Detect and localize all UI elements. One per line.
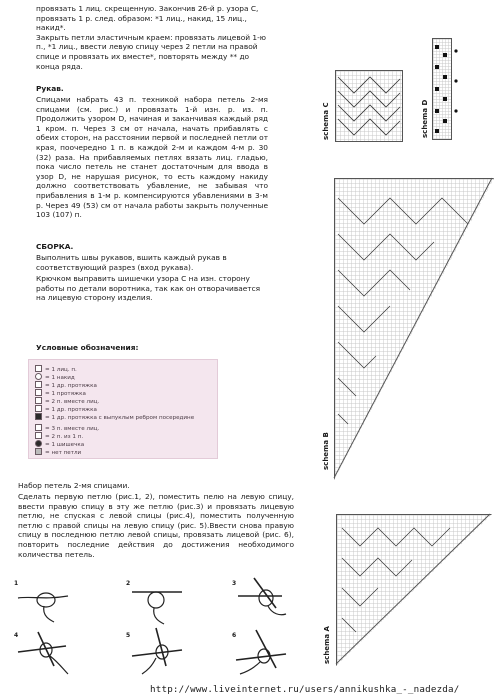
- schema-b-label: schema B: [322, 432, 330, 470]
- symbol-icon: [35, 381, 42, 388]
- figure-6: 6: [232, 626, 292, 686]
- legend-item: = 2 п. из 1 п.: [35, 432, 83, 441]
- cast-on-heading: Набор петель 2-мя спицами.: [18, 481, 130, 490]
- symbol-icon: [35, 424, 42, 431]
- figure-2: 2: [126, 574, 186, 634]
- schema-a-chart: [336, 514, 492, 666]
- symbol-icon: [35, 397, 42, 404]
- legend-item: = 1 др. протяжка: [35, 381, 97, 390]
- legend-title: Условные обозначения:: [36, 343, 139, 352]
- assembly-text-1: Выполнить швы рукавов, вшить каждый рукав в соответствующий разрез (вход рукава).: [36, 253, 227, 272]
- figure-5: 5: [126, 626, 186, 686]
- knitting-needle-icon: [232, 574, 292, 624]
- schema-d-label: schema D: [421, 99, 429, 138]
- knitting-needle-icon: [14, 626, 74, 676]
- intro-paragraph: провязать 1 лиц. скрещенную. Закончив 26-й р. узора С, провязать 1 р. след. образом: *1 лиц., накид, 15 лиц., накид*. Закрыть петли эластичным краем: провязать лицевой 1-ю п., *1 лиц., ввести левую спицу через 2 петли на правой спице и провязать их вместе*, повторять между ** до конца ряда.: [36, 4, 266, 71]
- assembly-text-2: Крючком выправить шишечки узора С на изн. сторону работы по детали воротника, так как он отворачивается на лицевую сторону изделия.: [36, 274, 261, 303]
- legend-item: = 3 п. вместе лиц.: [35, 424, 99, 433]
- schema-c-label: schema C: [322, 102, 330, 140]
- symbol-icon: [35, 413, 42, 420]
- symbol-icon: [35, 405, 42, 412]
- cast-on-text: Сделать первую петлю (рис.1, 2), поместить пелю на левую спицу, ввести правую спицу в эту же петлю (рис.3) и провязать лицевую петлю, не спуская с левой спицы (рис.4), поместить полученную петлю с правой спицы на левую спицу (рис. 5).Ввести снова правую спицу в последнюю петлю левой спицы, провязать лицевой (рис. 6), повторить последние действия до достижения необходимого количества петель.: [18, 492, 294, 559]
- schema-a-label: schema A: [323, 626, 331, 664]
- legend-item: = 1 др. протяжка: [35, 405, 97, 414]
- knitting-loop-icon: [14, 574, 74, 624]
- symbol-icon: [35, 448, 42, 455]
- knitting-needle-icon: [126, 574, 186, 624]
- source-url[interactable]: http://www.liveinternet.ru/users/annikushka_-_nadezda/: [150, 684, 460, 695]
- schema-c-chart: [335, 70, 403, 142]
- knitting-needle-icon: [126, 626, 186, 676]
- schema-b-pattern: [334, 178, 494, 480]
- schema-c-pattern: [336, 71, 402, 141]
- symbol-icon: [35, 432, 42, 439]
- symbol-icon: [35, 365, 42, 372]
- schema-b-chart: [334, 178, 494, 480]
- legend-item: = 1 протяжка: [35, 389, 86, 398]
- legend-item: = 1 др. протяжка с выпуклым ребром посередине: [35, 413, 194, 422]
- symbol-icon: [35, 373, 42, 380]
- legend-item: = 1 накид: [35, 373, 75, 382]
- symbol-icon: [35, 389, 42, 396]
- sleeve-text: Спицами набрать 43 п. техникой набора петель 2-мя спицами (см. рис.) и провязать 1-й изн. р. из. п. Продолжить узором D, начиная и заканчивая каждый ряд 1 кром. п. Через 3 см от начала, начать прибавлять с обеих сторон, на расстоянии первой и последней петли от края, поочередно 1 п. в каждой 2-м и каждом 4-м р. 30 (32) раза. На прибавляемых петлях вязать лиц. гладью, пока число петель не станет достаточным для ввода в узор D, не нарушая рисунок, то есть каждому накиду должно соответствовать убавление, не забывая что прибавления в 1-м р. компенсируются убавлениями в 3-м р. Через 49 (53) см от начала работы закрыть полученные 103 (107) п.: [36, 95, 268, 220]
- legend-item: = 1 лиц. п.: [35, 365, 77, 374]
- legend-item: = нет петли: [35, 448, 81, 457]
- symbol-icon: [35, 440, 42, 447]
- schema-d-pattern: [433, 39, 451, 139]
- schema-a-pattern: [336, 514, 492, 666]
- assembly-heading: СБОРКА.: [36, 242, 74, 251]
- figure-1: 1: [14, 574, 74, 634]
- schema-d-chart: [432, 38, 452, 140]
- legend-item: = 1 шишечка: [35, 440, 84, 449]
- figure-3: 3: [232, 574, 292, 634]
- knitting-needle-icon: [232, 626, 292, 676]
- schema-d-markers: [450, 45, 470, 135]
- legend-item: = 2 п. вместе лиц.: [35, 397, 99, 406]
- figure-4: 4: [14, 626, 74, 686]
- legend-box: [28, 359, 218, 459]
- sleeve-heading: Рукав.: [36, 84, 64, 93]
